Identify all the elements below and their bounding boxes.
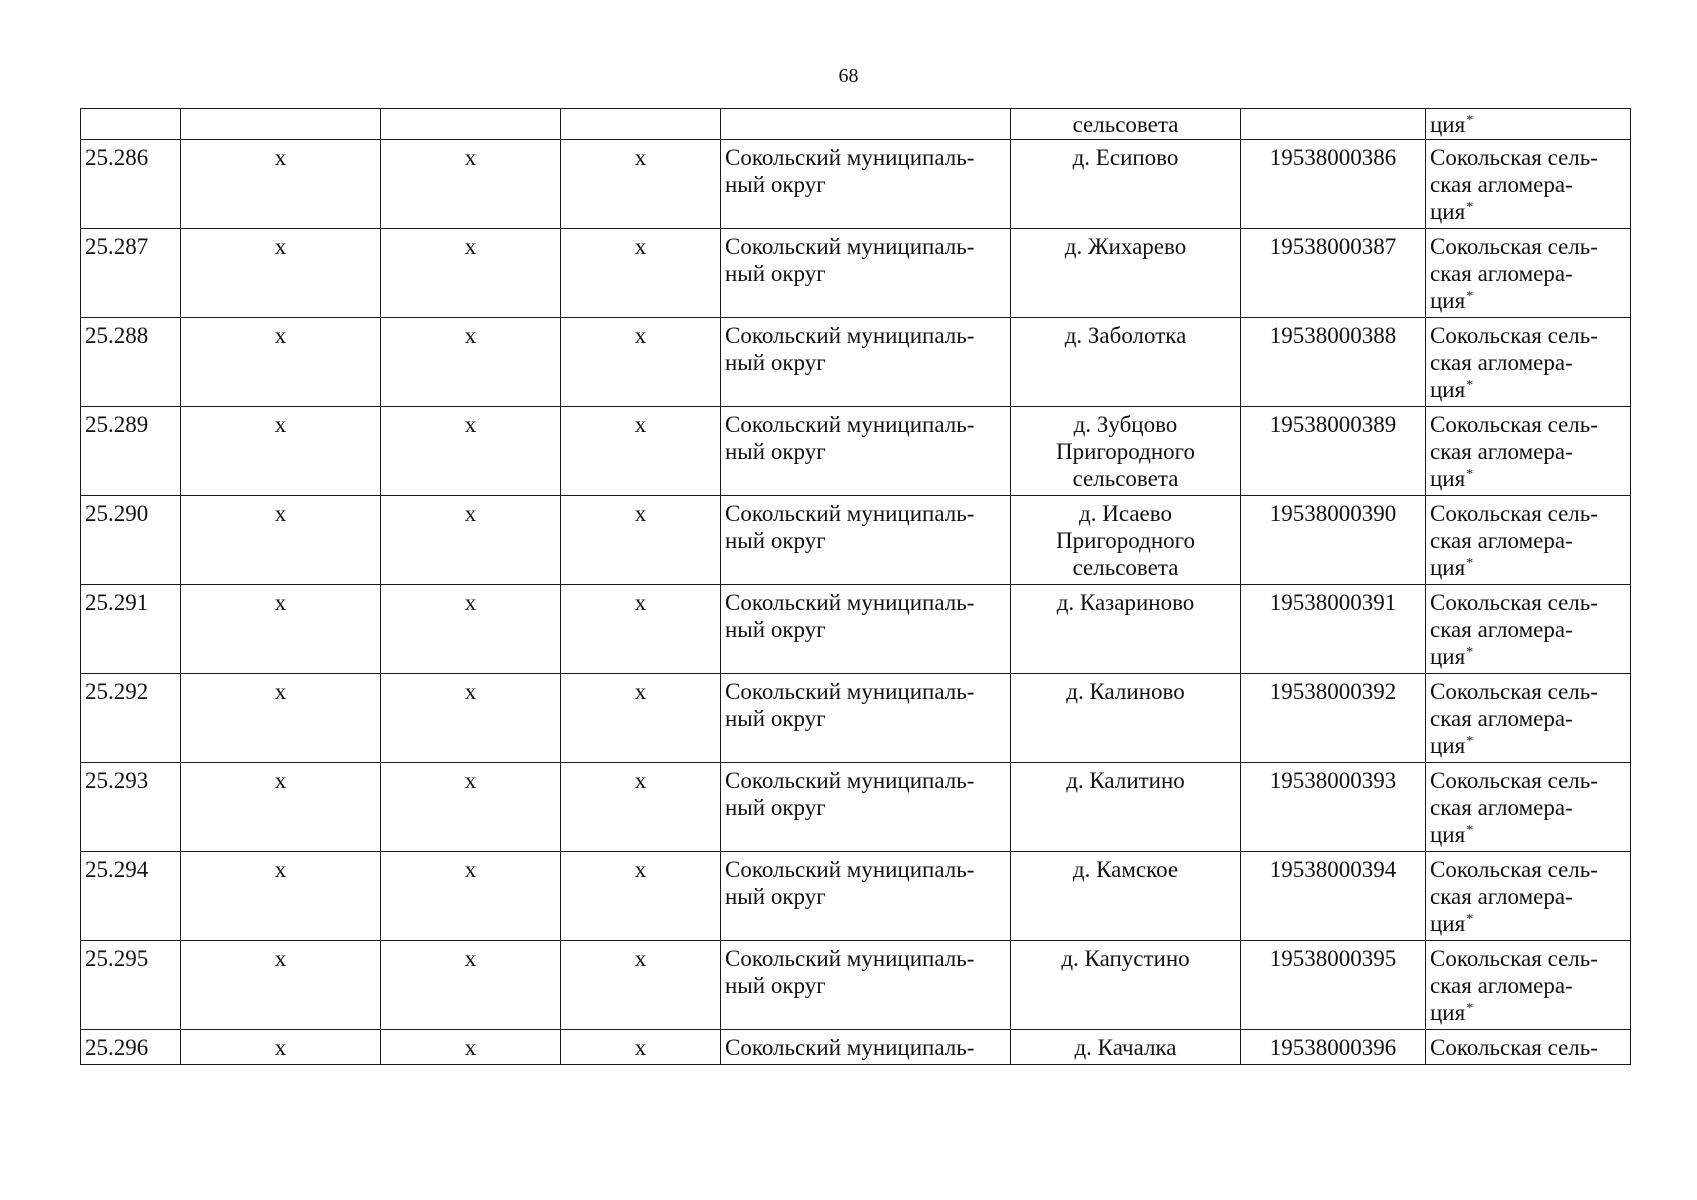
municipality-line: ный округ xyxy=(725,884,826,909)
municipality-cell xyxy=(721,140,1011,229)
agglomeration-line: ская агломера- xyxy=(1430,350,1573,375)
municipality-line: ный округ xyxy=(725,795,826,820)
settlement-line: д. Казариново xyxy=(1056,590,1195,615)
agglomeration-line: ская агломера- xyxy=(1430,973,1573,998)
oktmo-code: 19538000396 xyxy=(1269,1035,1397,1060)
settlement-line: д. Исаево xyxy=(1079,501,1172,526)
agglomeration-cell xyxy=(1426,229,1631,318)
municipality-line: ный округ xyxy=(725,172,826,197)
settlement-line: д. Заболотка xyxy=(1064,323,1187,348)
municipality-line: ный округ xyxy=(725,439,826,464)
agglomeration-line: Сокольская сель- xyxy=(1430,234,1598,259)
row-number-cell xyxy=(81,763,181,852)
municipality-line: ный округ xyxy=(725,706,826,731)
x-mark-cell xyxy=(181,852,381,941)
continuation-row xyxy=(81,109,1631,140)
agglomeration-line-wrap xyxy=(1430,821,1626,848)
settlement-line: д. Есипово xyxy=(1072,145,1179,170)
x-mark-cell xyxy=(561,229,721,318)
settlement-line: Пригородного xyxy=(1056,528,1195,553)
agglomeration-line-wrap xyxy=(1430,287,1626,314)
row-number: 25.290 xyxy=(85,501,149,526)
settlement-line: д. Зубцово xyxy=(1073,412,1178,437)
x-mark: х xyxy=(464,590,477,615)
agglomeration-line: ция xyxy=(1430,733,1466,758)
x-mark: х xyxy=(274,679,287,704)
agglomeration-cell xyxy=(1426,407,1631,496)
row-number-cell xyxy=(81,229,181,318)
x-mark-cell xyxy=(381,229,561,318)
agglomeration-line-wrap xyxy=(1430,732,1626,759)
oktmo-code-cell xyxy=(1241,585,1426,674)
x-mark-cell xyxy=(381,407,561,496)
settlement-cell xyxy=(1011,941,1241,1030)
x-mark-cell xyxy=(561,941,721,1030)
table-cell xyxy=(381,109,561,140)
x-mark-cell xyxy=(381,674,561,763)
footnote-star: * xyxy=(1466,734,1474,749)
agglomeration-line: ская агломера- xyxy=(1430,261,1573,286)
settlement-cell xyxy=(1011,496,1241,585)
footnote-star: * xyxy=(1466,823,1474,838)
agglomeration-text: ция xyxy=(1430,112,1466,137)
municipality-line: Сокольский муниципаль- xyxy=(725,323,975,348)
agglomeration-line: ская агломера- xyxy=(1430,884,1573,909)
oktmo-code-cell xyxy=(1241,1030,1426,1065)
agglomeration-line: ция xyxy=(1430,822,1466,847)
row-number: 25.296 xyxy=(85,1035,149,1060)
x-mark-cell xyxy=(181,1030,381,1065)
table-row xyxy=(81,140,1631,229)
x-mark-cell xyxy=(561,318,721,407)
agglomeration-cell xyxy=(1426,852,1631,941)
x-mark: х xyxy=(274,857,287,882)
settlement-line: д. Калитино xyxy=(1066,768,1185,793)
x-mark: х xyxy=(464,857,477,882)
x-mark-cell xyxy=(181,318,381,407)
x-mark-cell xyxy=(561,407,721,496)
oktmo-code: 19538000387 xyxy=(1269,234,1397,259)
x-mark-cell xyxy=(561,1030,721,1065)
footnote-star: * xyxy=(1466,556,1474,571)
agglomeration-cell xyxy=(1426,318,1631,407)
x-mark-cell xyxy=(381,318,561,407)
row-number-cell xyxy=(81,852,181,941)
x-mark-cell xyxy=(561,140,721,229)
agglomeration-line-wrap xyxy=(1430,465,1626,492)
settlement-text: сельсовета xyxy=(1072,112,1179,137)
settlement-line: д. Капустино xyxy=(1061,946,1190,971)
municipality-line: Сокольский муниципаль- xyxy=(725,501,975,526)
x-mark-cell xyxy=(181,140,381,229)
oktmo-code-cell xyxy=(1241,407,1426,496)
oktmo-code-cell xyxy=(1241,496,1426,585)
municipality-line: Сокольский муниципаль- xyxy=(725,679,975,704)
x-mark-cell xyxy=(381,852,561,941)
row-number: 25.286 xyxy=(85,145,149,170)
x-mark: х xyxy=(634,590,647,615)
x-mark: х xyxy=(464,946,477,971)
table-row xyxy=(81,852,1631,941)
municipality-line: Сокольский муниципаль- xyxy=(725,412,975,437)
oktmo-code-cell xyxy=(1241,229,1426,318)
x-mark: х xyxy=(634,145,647,170)
municipality-line: Сокольский муниципаль- xyxy=(725,590,975,615)
oktmo-code: 19538000392 xyxy=(1269,679,1397,704)
table-row xyxy=(81,674,1631,763)
municipality-cell xyxy=(721,941,1011,1030)
x-mark: х xyxy=(464,412,477,437)
x-mark: х xyxy=(634,323,647,348)
x-mark-cell xyxy=(561,496,721,585)
oktmo-code-cell xyxy=(1241,763,1426,852)
x-mark: х xyxy=(634,768,647,793)
x-mark: х xyxy=(274,946,287,971)
x-mark: х xyxy=(464,323,477,348)
row-number-cell xyxy=(81,1030,181,1065)
x-mark: х xyxy=(634,679,647,704)
agglomeration-line: ская агломера- xyxy=(1430,528,1573,553)
table-row xyxy=(81,407,1631,496)
x-mark: х xyxy=(464,1035,477,1060)
agglomeration-line: ция xyxy=(1430,288,1466,313)
oktmo-code: 19538000393 xyxy=(1269,768,1397,793)
oktmo-code: 19538000388 xyxy=(1269,323,1397,348)
x-mark: х xyxy=(634,412,647,437)
settlement-line: д. Камское xyxy=(1072,857,1179,882)
x-mark-cell xyxy=(181,585,381,674)
agglomeration-line-wrap xyxy=(1430,910,1626,937)
agglomeration-line: Сокольская сель- xyxy=(1430,145,1598,170)
settlement-cell xyxy=(1011,229,1241,318)
x-mark: х xyxy=(274,768,287,793)
oktmo-code: 19538000395 xyxy=(1269,946,1397,971)
municipality-cell xyxy=(721,407,1011,496)
oktmo-code: 19538000391 xyxy=(1269,590,1397,615)
x-mark-cell xyxy=(561,585,721,674)
oktmo-code: 19538000390 xyxy=(1269,501,1397,526)
table-cell xyxy=(81,109,181,140)
settlement-line: сельсовета xyxy=(1072,555,1179,580)
municipality-line: ный округ xyxy=(725,973,826,998)
municipality-line: ный округ xyxy=(725,617,826,642)
row-number: 25.288 xyxy=(85,323,149,348)
agglomeration-line: ция xyxy=(1430,1000,1466,1025)
oktmo-code: 19538000386 xyxy=(1269,145,1397,170)
table-cell xyxy=(721,109,1011,140)
table-row xyxy=(81,763,1631,852)
settlement-line: д. Жихарево xyxy=(1064,234,1187,259)
x-mark: х xyxy=(274,501,287,526)
x-mark: х xyxy=(634,501,647,526)
oktmo-code: 19538000389 xyxy=(1269,412,1397,437)
settlement-cell xyxy=(1011,674,1241,763)
municipality-cell xyxy=(721,229,1011,318)
municipality-line: Сокольский муниципаль- xyxy=(725,145,975,170)
oktmo-code-cell xyxy=(1241,852,1426,941)
settlement-cell xyxy=(1011,1030,1241,1065)
x-mark-cell xyxy=(381,496,561,585)
x-mark-cell xyxy=(181,763,381,852)
row-number-cell xyxy=(81,140,181,229)
agglomeration-line: ская агломера- xyxy=(1430,439,1573,464)
x-mark: х xyxy=(464,234,477,259)
agglomeration-line: Сокольская сель- xyxy=(1430,501,1598,526)
x-mark-cell xyxy=(181,229,381,318)
x-mark: х xyxy=(634,1035,647,1060)
row-number: 25.291 xyxy=(85,590,149,615)
agglomeration-line: ская агломера- xyxy=(1430,172,1573,197)
agglomeration-line: ция xyxy=(1430,377,1466,402)
table-row xyxy=(81,585,1631,674)
x-mark-cell xyxy=(381,941,561,1030)
agglomeration-line: Сокольская сель- xyxy=(1430,323,1598,348)
table-row xyxy=(81,318,1631,407)
agglomeration-line: ция xyxy=(1430,911,1466,936)
x-mark-cell xyxy=(561,852,721,941)
agglomeration-line: Сокольская сель- xyxy=(1430,1035,1598,1060)
settlements-table xyxy=(80,108,1631,1065)
x-mark: х xyxy=(464,768,477,793)
agglomeration-line-wrap xyxy=(1430,198,1626,225)
settlement-line: д. Калиново xyxy=(1066,679,1185,704)
page-number: 68 xyxy=(838,65,859,87)
x-mark: х xyxy=(274,590,287,615)
municipality-cell xyxy=(721,674,1011,763)
agglomeration-line-wrap xyxy=(1430,999,1626,1026)
table-cell xyxy=(1241,109,1426,140)
agglomeration-line: ская агломера- xyxy=(1430,617,1573,642)
x-mark-cell xyxy=(381,1030,561,1065)
row-number-cell xyxy=(81,496,181,585)
municipality-cell xyxy=(721,763,1011,852)
municipality-line: Сокольский муниципаль- xyxy=(725,1035,975,1060)
oktmo-code-cell xyxy=(1241,941,1426,1030)
agglomeration-line: ция xyxy=(1430,199,1466,224)
footnote-star: * xyxy=(1466,200,1474,215)
x-mark: х xyxy=(274,412,287,437)
x-mark-cell xyxy=(561,674,721,763)
agglomeration-line: Сокольская сель- xyxy=(1430,857,1598,882)
x-mark: х xyxy=(634,234,647,259)
agglomeration-cell xyxy=(1426,674,1631,763)
municipality-line: ный округ xyxy=(725,528,826,553)
row-number: 25.295 xyxy=(85,946,149,971)
agglomeration-line: Сокольская сель- xyxy=(1430,679,1598,704)
agglomeration-line: ция xyxy=(1430,466,1466,491)
municipality-cell xyxy=(721,585,1011,674)
row-number: 25.289 xyxy=(85,412,149,437)
agglomeration-cell xyxy=(1426,109,1631,140)
row-number: 25.293 xyxy=(85,768,149,793)
x-mark: х xyxy=(464,145,477,170)
x-mark: х xyxy=(634,857,647,882)
table-row xyxy=(81,229,1631,318)
municipality-line: Сокольский муниципаль- xyxy=(725,946,975,971)
agglomeration-cell xyxy=(1426,763,1631,852)
agglomeration-line: Сокольская сель- xyxy=(1430,768,1598,793)
x-mark: х xyxy=(464,501,477,526)
footnote-star: * xyxy=(1466,1001,1474,1016)
x-mark-cell xyxy=(181,496,381,585)
municipality-line: ный округ xyxy=(725,350,826,375)
municipality-cell xyxy=(721,852,1011,941)
municipality-cell xyxy=(721,496,1011,585)
agglomeration-line: ция xyxy=(1430,555,1466,580)
settlement-cell xyxy=(1011,585,1241,674)
municipality-line: Сокольский муниципаль- xyxy=(725,857,975,882)
row-number-cell xyxy=(81,407,181,496)
x-mark-cell xyxy=(381,763,561,852)
row-number-cell xyxy=(81,318,181,407)
municipality-line: Сокольский муниципаль- xyxy=(725,234,975,259)
footnote-star: * xyxy=(1466,378,1474,393)
footnote-star: * xyxy=(1466,467,1474,482)
table-row xyxy=(81,496,1631,585)
x-mark-cell xyxy=(561,763,721,852)
agglomeration-line: Сокольская сель- xyxy=(1430,946,1598,971)
x-mark: х xyxy=(274,1035,287,1060)
agglomeration-cell xyxy=(1426,140,1631,229)
row-number-cell xyxy=(81,585,181,674)
settlement-line: сельсовета xyxy=(1072,466,1179,491)
footnote-star: * xyxy=(1466,289,1474,304)
oktmo-code-cell xyxy=(1241,140,1426,229)
x-mark-cell xyxy=(181,674,381,763)
agglomeration-cell xyxy=(1426,941,1631,1030)
settlement-line: д. Качалка xyxy=(1074,1035,1177,1060)
oktmo-code: 19538000394 xyxy=(1269,857,1397,882)
settlement-cell xyxy=(1011,109,1241,140)
settlement-cell xyxy=(1011,140,1241,229)
settlement-line: Пригородного xyxy=(1056,439,1195,464)
settlement-cell xyxy=(1011,407,1241,496)
agglomeration-line: Сокольская сель- xyxy=(1430,590,1598,615)
x-mark-cell xyxy=(381,140,561,229)
x-mark: х xyxy=(274,145,287,170)
table-cell xyxy=(181,109,381,140)
agglomeration-line: Сокольская сель- xyxy=(1430,412,1598,437)
footnote-star: * xyxy=(1466,645,1474,660)
row-number-cell xyxy=(81,941,181,1030)
oktmo-code-cell xyxy=(1241,318,1426,407)
agglomeration-line-wrap xyxy=(1430,376,1626,403)
agglomeration-cell xyxy=(1426,496,1631,585)
oktmo-code-cell xyxy=(1241,674,1426,763)
settlement-cell xyxy=(1011,318,1241,407)
footnote-star: * xyxy=(1466,113,1474,128)
x-mark: х xyxy=(464,679,477,704)
municipality-cell xyxy=(721,1030,1011,1065)
agglomeration-cell xyxy=(1426,585,1631,674)
row-number: 25.287 xyxy=(85,234,149,259)
x-mark: х xyxy=(274,234,287,259)
table-row xyxy=(81,941,1631,1030)
municipality-cell xyxy=(721,318,1011,407)
x-mark-cell xyxy=(181,941,381,1030)
footnote-star: * xyxy=(1466,912,1474,927)
agglomeration-line: ция xyxy=(1430,644,1466,669)
municipality-line: ный округ xyxy=(725,261,826,286)
x-mark-cell xyxy=(181,407,381,496)
agglomeration-line-wrap xyxy=(1430,643,1626,670)
row-number-cell xyxy=(81,674,181,763)
agglomeration-line: ская агломера- xyxy=(1430,795,1573,820)
table-row xyxy=(81,1030,1631,1065)
agglomeration-line: ская агломера- xyxy=(1430,706,1573,731)
table-cell xyxy=(561,109,721,140)
row-number: 25.292 xyxy=(85,679,149,704)
row-number: 25.294 xyxy=(85,857,149,882)
x-mark-cell xyxy=(381,585,561,674)
municipality-line: Сокольский муниципаль- xyxy=(725,768,975,793)
agglomeration-cell xyxy=(1426,1030,1631,1065)
x-mark: х xyxy=(274,323,287,348)
settlement-cell xyxy=(1011,852,1241,941)
agglomeration-line-wrap xyxy=(1430,554,1626,581)
settlement-cell xyxy=(1011,763,1241,852)
x-mark: х xyxy=(634,946,647,971)
